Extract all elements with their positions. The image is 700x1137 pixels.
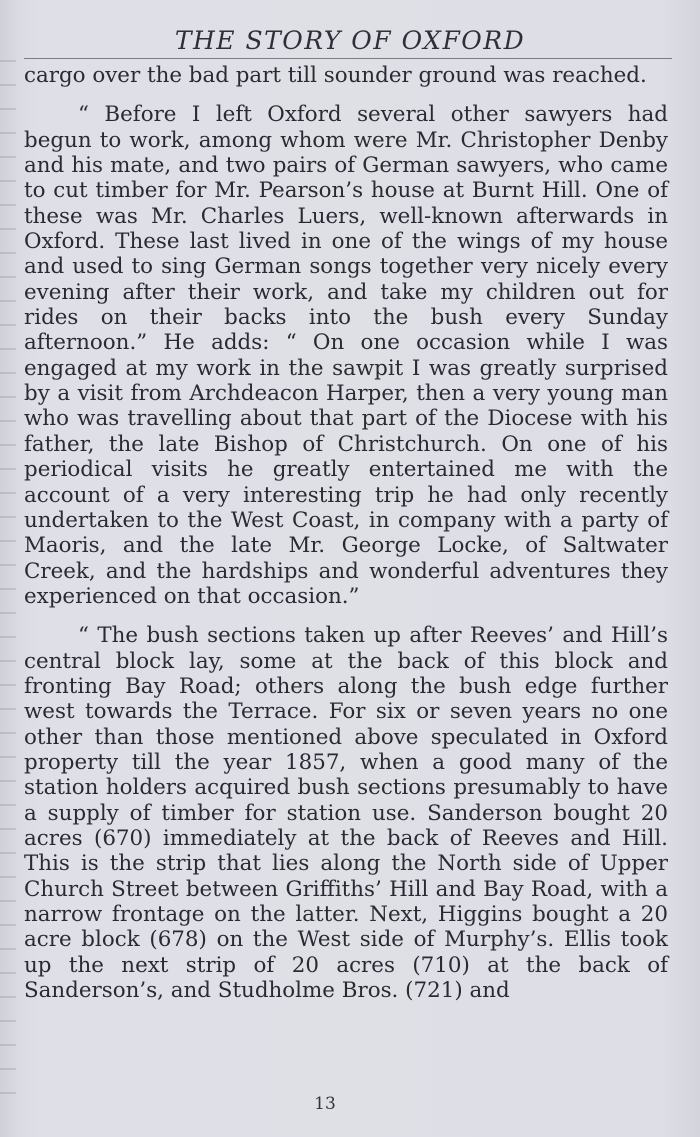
paragraph-sawyers: “ Before I left Oxford several other sawyers had begun to work, among whom were Mr. Christopher Denby and his mate, and two pairs of German sawyers, who came to cut timber for Mr. Pearson’s house at Burnt Hill. One of these was Mr. Charles Luers, well-known afterwards in Oxford. These last lived in one of the wings of my house and used to sing German songs together very nicely every evening after their work, and take my children out for rides on their backs into the bush every Sunday afternoon.” He adds: “ On one occasion while I was engaged at my work in the sawpit I was greatly surprised by a visit from Archdeacon Harper, then a very young man who was travelling about that part of the Diocese with his father, the late Bishop of Christchurch. On one of his periodical visits he greatly entertained me with the account of a very interesting trip he had only recently undertaken to the West Coast, in company with a party of Maoris, and the late Mr. George Locke, of Saltwater Creek, and the hardships and wonderful adventures they experienced on that occasion.” bbox=[24, 102, 668, 609]
running-header: THE STORY OF OXFORD bbox=[174, 26, 526, 55]
page-body bbox=[24, 63, 668, 1003]
binding-gutter bbox=[0, 60, 16, 1100]
paragraph-bush-sections: “ The bush sections taken up after Reeves’ and Hill’s central block lay, some at the back of this block and fronting Bay Road; others along the bush edge further west towards the Terrace. For six or seven years no one other than those mentioned above speculated in Oxford property till the year 1857, when a good many of the station holders acquired bush sections presumably to have a supply of timber for station use. Sanderson bought 20 acres (670) immediately at the back of Reeves and Hill. This is the strip that lies along the North side of Upper Church Street between Griffiths’ Hill and Bay Road, with a narrow frontage on the latter. Next, Higgins bought a 20 acre block (678) on the West side of Murphy’s. Ellis took up the next strip of 20 acres (710) at the back of Sanderson’s, and Studholme Bros. (721) and bbox=[24, 623, 668, 1004]
header-rule bbox=[24, 58, 672, 59]
paragraph-continuation: cargo over the bad part till sounder ground was reached. bbox=[24, 63, 647, 88]
page-number: 13 bbox=[314, 1094, 336, 1114]
